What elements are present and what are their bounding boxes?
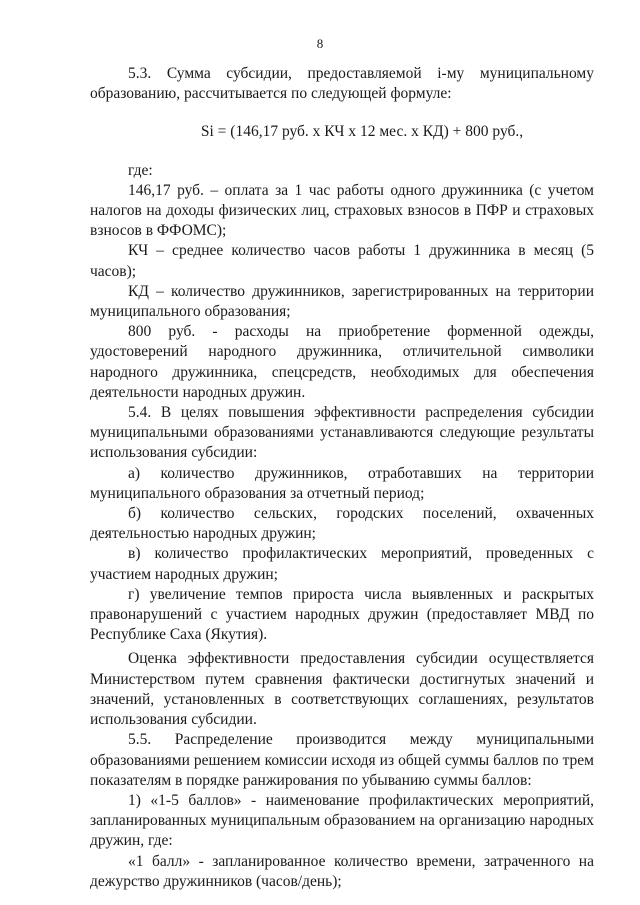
list-item-b: б) количество сельских, городских поселений, охваченных деятельностью народных дружин; (90, 505, 594, 543)
paragraph-800: 800 руб. - расходы на приобретение форменной одежды, удостоверений народного дружинника, отличительной символики народного дружинника, спецсредств, необходимых для обеспечения деятельности народных дружин. (90, 323, 594, 401)
paragraph-kd: КД – количество дружинников, зарегистрированных на территории муниципального образования; (90, 282, 594, 321)
paragraph-5-5: 5.5. Распределение производится между муниципальными образованиями решением комиссии исходя из общей суммы баллов по трем показателям в порядке ранжирования по убыванию суммы баллов: (90, 731, 594, 789)
paragraph-kch: КЧ – среднее количество часов работы 1 дружинника в месяц (5 часов); (90, 242, 594, 280)
paragraph-where: где: (128, 161, 153, 179)
paragraph-5-3: 5.3. Сумма субсидии, предоставляемой i-му муниципальному образованию, рассчитывается по следующей формуле: (90, 65, 594, 103)
list-item-1: 1) «1-5 баллов» - наименование профилактических мероприятий, запланированных муниципальным образованием на организацию народных дружин, где: (90, 791, 594, 850)
document-body (90, 64, 594, 892)
list-item-a: а) количество дружинников, отработавших на территории муниципального образования за отчетный период; (90, 464, 594, 502)
subsidy-formula: Si = (146,17 руб. х КЧ х 12 мес. х КД) + 800 руб., (200, 123, 524, 141)
page-number: 8 (316, 36, 324, 51)
list-item-v: в) количество профилактических мероприятий, проведенных с участием народных дружин; (90, 545, 594, 583)
paragraph-evaluation: Оценка эффективности предоставления субсидии осуществляется Министерством путем сравнения фактически достигнутых значений и значений, установленных в соответствующих соглашениях, результатов использования субсидии. (90, 650, 594, 729)
list-item-1-ball: «1 балл» - запланированное количество времени, затраченного на дежурство дружинников (часов/день); (90, 852, 594, 890)
paragraph-hourly-rate: 146,17 руб. – оплата за 1 час работы одного дружинника (с учетом налогов на доходы физических лиц, страховых взносов в ПФР и страховых взносов в ФФОМС); (90, 181, 594, 240)
list-item-g: г) увеличение темпов прироста числа выявленных и раскрытых правонарушений с участием народных дружин (предоставляет МВД по Республике Саха (Якутия). (90, 585, 594, 644)
paragraph-5-4: 5.4. В целях повышения эффективности распределения субсидии муниципальными образованиями устанавливаются следующие результаты использования субсидии: (90, 404, 594, 462)
